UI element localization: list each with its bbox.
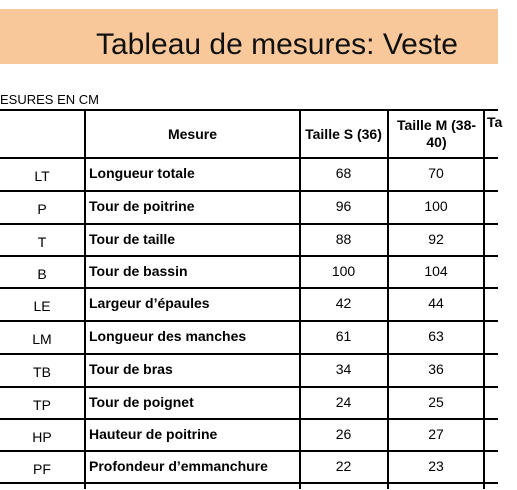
row-abbreviation: B — [37, 265, 47, 282]
header-taille-m: Taille M (38-40) — [396, 117, 477, 150]
row-measure-name: Longueur totale — [89, 164, 195, 181]
row-abbreviation: TP — [33, 396, 51, 413]
row-abbreviation: T — [37, 233, 47, 250]
title-banner — [0, 9, 498, 64]
header-next-size: Ta — [487, 113, 503, 130]
row-measure-name: Tour de taille — [89, 230, 176, 247]
row-abbreviation: P — [37, 200, 47, 217]
row-size-s-value: 24 — [335, 393, 352, 410]
row-measure-name: Tour de bras — [89, 360, 173, 377]
row-abbreviation: LT — [34, 167, 50, 184]
table-gridline — [0, 109, 498, 111]
row-size-m-value: 92 — [428, 230, 444, 247]
row-size-s-value: 100 — [331, 262, 356, 279]
row-size-s-value: 34 — [335, 360, 352, 377]
row-size-m-value: 44 — [428, 294, 444, 311]
header-taille-s: Taille S (36) — [305, 125, 382, 142]
row-abbreviation: TB — [33, 363, 51, 380]
row-size-m-value: 36 — [428, 360, 444, 377]
row-abbreviation: HP — [32, 428, 52, 445]
row-measure-name: Longueur des manches — [89, 327, 247, 344]
row-size-s-value: 61 — [335, 327, 352, 344]
row-measure-name: Tour de poignet — [89, 393, 194, 410]
header-mesure: Mesure — [167, 125, 218, 142]
row-size-m-value: 27 — [428, 425, 444, 442]
row-size-m-value: 23 — [428, 457, 444, 474]
row-measure-name: Largeur d’épaules — [89, 294, 210, 311]
row-size-m-value: 63 — [428, 327, 444, 344]
row-size-m-value: 104 — [424, 262, 448, 279]
row-measure-name: Profondeur d’emmanchure — [89, 457, 268, 474]
row-size-s-value: 88 — [335, 230, 352, 247]
row-size-s-value: 68 — [335, 164, 352, 181]
row-size-s-value: 96 — [335, 197, 352, 214]
row-measure-name: Tour de poitrine — [89, 197, 195, 214]
row-size-s-value: 26 — [335, 425, 352, 442]
row-measure-name: Tour de bassin — [89, 262, 188, 279]
row-size-m-value: 100 — [424, 197, 448, 214]
row-size-m-value: 70 — [428, 164, 444, 181]
page-title: Tableau de mesures: Veste — [96, 28, 458, 61]
row-abbreviation: LM — [32, 330, 52, 347]
row-size-m-value: 25 — [428, 393, 444, 410]
row-abbreviation: LE — [33, 297, 51, 314]
row-size-s-value: 42 — [335, 294, 352, 311]
row-measure-name: Hauteur de poitrine — [89, 425, 218, 442]
table-column-border — [483, 109, 485, 489]
row-size-s-value: 22 — [335, 457, 352, 474]
units-label: ESURES EN CM — [0, 92, 99, 107]
row-abbreviation: PF — [33, 460, 51, 477]
